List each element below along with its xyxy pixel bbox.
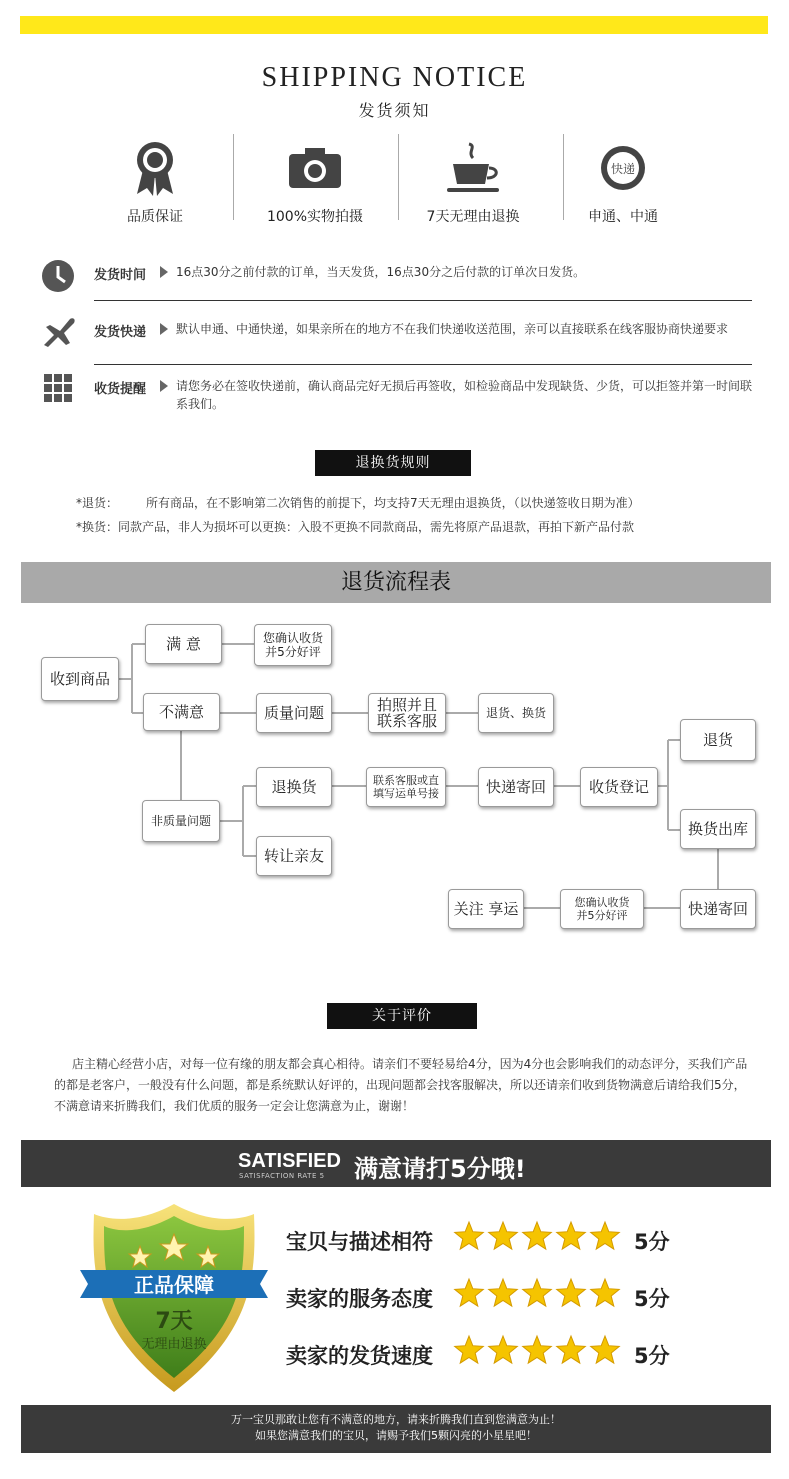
rating-row	[286, 1220, 686, 1260]
camera-icon	[289, 148, 341, 188]
flow-satisfied: 满 意	[145, 624, 222, 664]
page-title: SHIPPING NOTICE	[261, 62, 528, 93]
rating-stars	[452, 1334, 622, 1368]
flow-receive: 收到商品	[41, 657, 119, 701]
page-subtitle: 发货须知	[358, 101, 431, 120]
divider	[94, 364, 752, 365]
flow-return-goods: 退货	[680, 719, 756, 761]
info-value: 16点30分之前付款的订单，当天发货，16点30分之后付款的订单次日发货。	[176, 265, 586, 279]
satisfied-en: SATISFIED	[238, 1150, 341, 1172]
star-icon	[557, 1222, 586, 1249]
star-icon	[591, 1222, 620, 1249]
info-key: 收货提醒	[94, 382, 147, 397]
feature-label: 申通、中通	[588, 209, 658, 225]
star-icon	[523, 1336, 552, 1363]
satisfied-cn: 满意请打5分哦!	[354, 1155, 526, 1183]
star-icon	[557, 1336, 586, 1363]
flow-confirm-rate-b-line2: 并5分好评	[576, 909, 628, 922]
top-accent-bar	[20, 16, 768, 34]
feature-photo	[240, 138, 390, 226]
rating-stars	[452, 1277, 622, 1311]
rating-score: 5分	[634, 1344, 670, 1368]
info-value: 默认申通、中通快递，如果亲所在的地方不在我们快递收送范围，亲可以直接联系在线客服协商快递要求	[176, 322, 729, 336]
flow-return-swap: 退换货	[256, 767, 332, 807]
rating-stars	[452, 1220, 622, 1254]
return-text: 所有商品，在不影响第二次销售的前提下，均支持7天无理由退换货，（以快递签收日期为准）	[146, 496, 640, 510]
feature-label: 100%实物拍摄	[266, 209, 364, 225]
info-key: 发货快递	[94, 325, 147, 340]
shield-sub-text: 无理由退换	[141, 1337, 207, 1352]
footer-band	[21, 1405, 771, 1453]
flow-confirm-rate-b-line1: 您确认收货	[574, 896, 630, 909]
divider	[233, 134, 234, 220]
flow-contact-line1: 联系客服或直	[373, 774, 439, 787]
flow-unsatisfied: 不满意	[143, 693, 220, 731]
shield-days-text: 7天	[155, 1309, 193, 1334]
flow-enjoy-luck: 关注 享运	[448, 889, 524, 929]
footer-line1: 万一宝贝那敢让您有不满意的地方，请来折腾我们直到您满意为止！	[231, 1413, 561, 1426]
coffee-cup-icon	[443, 140, 503, 196]
flow-quality-issue: 质量问题	[256, 693, 332, 733]
star-icon	[523, 1279, 552, 1306]
flow-return-exchange: 退货、换货	[478, 693, 554, 733]
clock-icon	[40, 258, 80, 294]
award-ribbon-icon	[135, 140, 175, 196]
flow-express-send: 快递寄回	[478, 767, 554, 807]
flow-photo-line1: 拍照并且	[376, 696, 437, 714]
arrow-icon	[160, 266, 168, 278]
shield-banner-text: 正品保障	[134, 1273, 214, 1297]
feature-label: 品质保证	[127, 209, 183, 225]
exchange-text: *换货：同款产品，非人为损坏可以更换：入股不更换不同款商品，需先将原产品退款，再拍下新产品付款	[76, 520, 635, 534]
star-icon	[489, 1279, 518, 1306]
star-icon	[455, 1279, 484, 1306]
evaluation-text: 店主精心经营小店，对每一位有缘的朋友都会真心相待。请亲们不要轻易给4分，因为4分也会影响我们的动态评分，买我们产品的都是老客户，一般没有什么问题，都是系统默认好评的，出现问题都会找客服解决，所以还请亲们收到货物满意后请给我们5分，不满意请来折腾我们，我们优质的服务一定会让您满意为止，谢谢！	[54, 1057, 748, 1113]
star-icon	[455, 1336, 484, 1363]
flow-contact-line2: 填写运单号接	[373, 787, 439, 800]
feature-label: 7天无理由退换	[426, 209, 520, 225]
rating-row	[286, 1277, 686, 1317]
rating-label: 卖家的发货速度	[286, 1344, 433, 1368]
feature-return	[398, 138, 548, 226]
express-badge-text: 快递	[610, 162, 636, 176]
flow-transfer-friend: 转让亲友	[256, 836, 332, 876]
star-icon	[489, 1222, 518, 1249]
grid-icon	[40, 372, 80, 408]
feature-quality	[80, 138, 230, 226]
satisfied-sub: SATISFACTION RATE 5	[239, 1172, 325, 1180]
star-icon	[455, 1222, 484, 1249]
star-icon	[523, 1222, 552, 1249]
info-value: 请您务必在签收快递前，确认商品完好无损后再签收，如检验商品中发现缺货、少货，可以拒签并第一时间联系我们。	[176, 379, 753, 411]
flow-confirm-rate-line1: 您确认收货	[262, 631, 323, 645]
star-icon	[557, 1279, 586, 1306]
rating-score: 5分	[634, 1230, 670, 1254]
airplane-icon	[40, 315, 80, 351]
rating-label: 宝贝与描述相符	[286, 1230, 433, 1254]
star-icon	[591, 1336, 620, 1363]
star-icon	[591, 1279, 620, 1306]
express-badge-icon	[599, 144, 647, 192]
arrow-icon	[160, 380, 168, 392]
info-key: 发货时间	[94, 268, 147, 283]
flow-receive-register: 收货登记	[580, 767, 658, 807]
rating-label: 卖家的服务态度	[286, 1287, 433, 1311]
return-label: *退货：	[76, 496, 119, 510]
flow-title: 退货流程表	[21, 562, 771, 603]
flow-contact-service	[366, 767, 446, 807]
flow-exchange-out: 换货出库	[680, 809, 756, 849]
flow-photo-contact	[368, 693, 446, 733]
rating-row	[286, 1334, 686, 1374]
star-icon	[489, 1336, 518, 1363]
arrow-icon	[160, 323, 168, 335]
rating-score: 5分	[634, 1287, 670, 1311]
feature-express	[548, 138, 698, 226]
rules-title: 退换货规则	[315, 450, 471, 476]
flow-confirm-rate-bottom	[560, 889, 644, 929]
divider	[94, 300, 752, 301]
evaluation-title: 关于评价	[327, 1003, 477, 1029]
flow-express-back: 快递寄回	[680, 889, 756, 929]
shield-badge	[78, 1200, 270, 1396]
flow-confirm-rate	[254, 624, 332, 666]
flow-photo-line2: 联系客服	[376, 712, 437, 730]
footer-line2: 如果您满意我们的宝贝，请赐予我们5颗闪亮的小星星吧！	[255, 1429, 537, 1442]
flow-non-quality: 非质量问题	[142, 800, 220, 842]
flow-confirm-rate-line2: 并5分好评	[265, 645, 321, 659]
